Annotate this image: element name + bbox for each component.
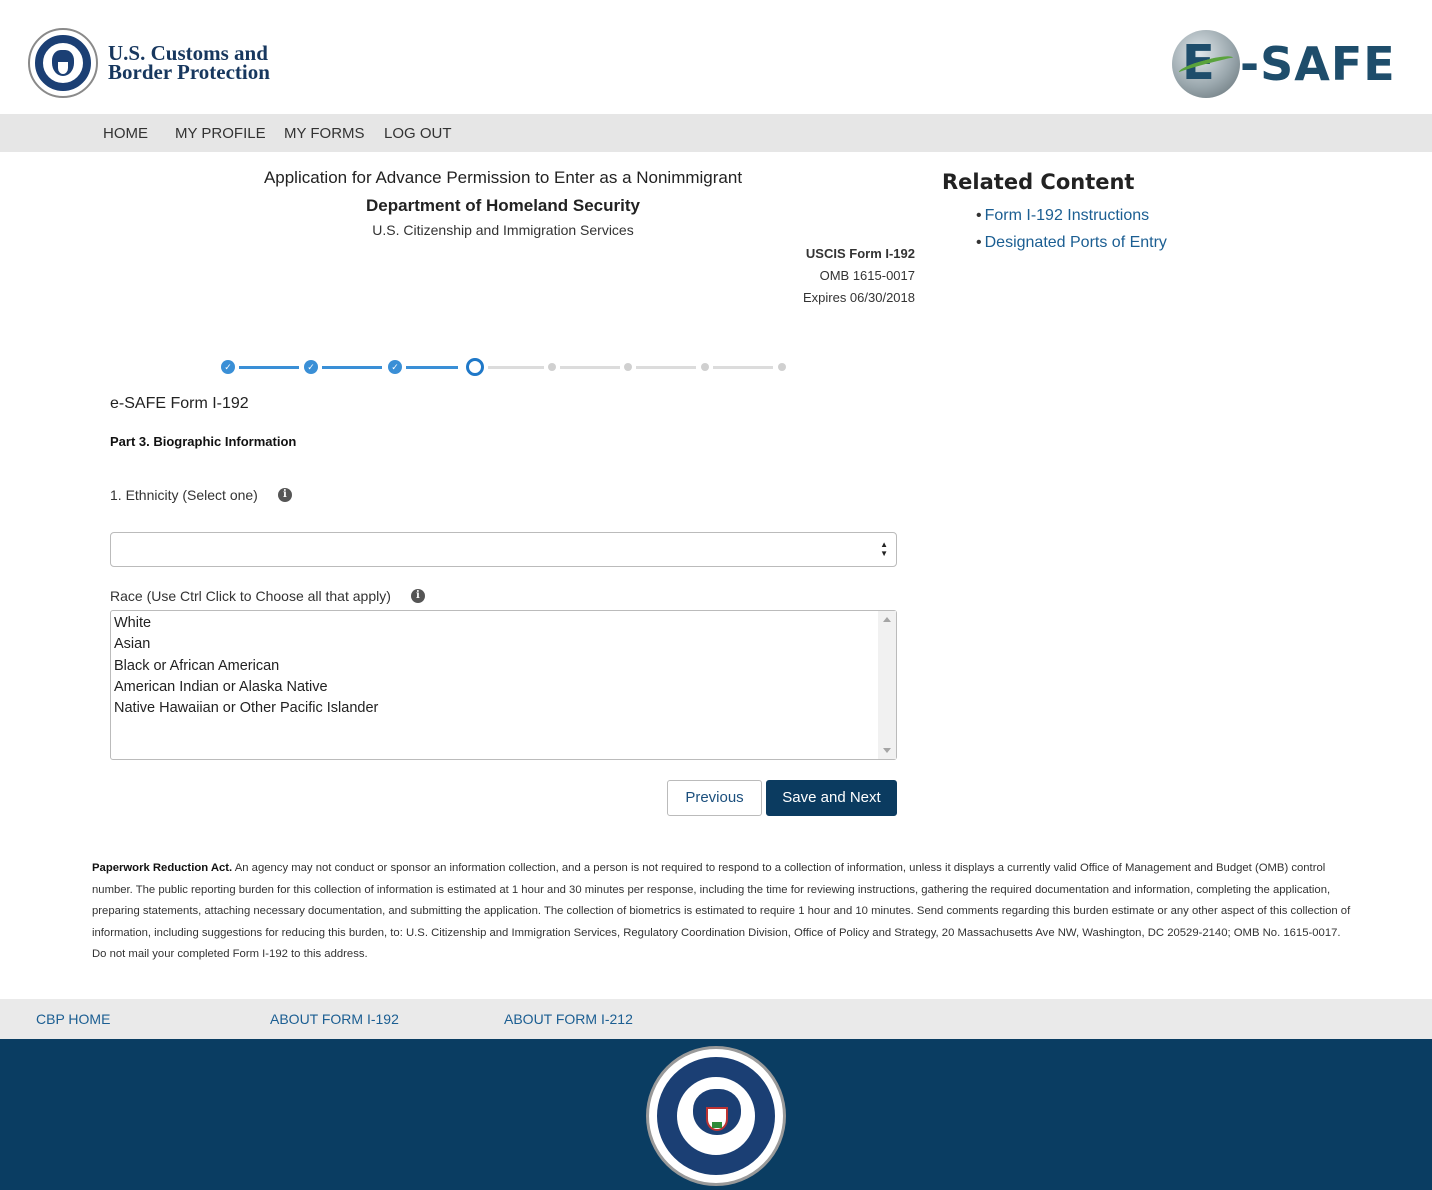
ethnicity-label xyxy=(110,487,292,503)
page-title: Application for Advance Permission to Enter as a Nonimmigrant xyxy=(263,168,743,187)
paperwork-heading: Paperwork Reduction Act. xyxy=(92,862,233,874)
esafe-logo xyxy=(1172,30,1396,98)
esafe-globe-icon xyxy=(1172,30,1240,98)
step-connector xyxy=(239,366,299,369)
step-connector xyxy=(713,366,773,369)
footer-link-cbp-home[interactable]: CBP HOME xyxy=(36,1011,111,1027)
cbp-wordmark-line1: U.S. Customs and xyxy=(108,41,268,65)
race-label xyxy=(110,588,425,604)
esafe-e-letter: E xyxy=(1182,35,1215,91)
ethnicity-select[interactable] xyxy=(110,532,897,567)
race-multiselect[interactable] xyxy=(110,610,897,760)
expiration-date: Expires 06/30/2018 xyxy=(802,290,915,305)
dhs-seal-icon xyxy=(28,28,98,98)
cbp-logo[interactable] xyxy=(28,28,270,98)
paperwork-reduction-notice xyxy=(92,858,1352,966)
step-4-current xyxy=(466,358,484,376)
cbp-wordmark-line2: Border Protection xyxy=(108,60,270,84)
footer-link-about-i212[interactable]: ABOUT FORM I-212 xyxy=(504,1011,633,1027)
form-title: e-SAFE Form I-192 xyxy=(110,395,249,412)
step-8 xyxy=(778,363,786,371)
paperwork-text: An agency may not conduct or sponsor an information collection, and a person is not required to respond to a collection of information, unless it displays a currently valid Office of Management and Budget (OMB) control number. The public reporting burden for this collection of information is estimated at 1 hour and 30 minutes per response, including the time for reviewing instructions, gathering the required documentation and information, completing the application, preparing statements, attaching necessary documentation, and submitting the application. The collection of biometrics is estimated to require 1 hour and 10 minutes. Send comments regarding this burden estimate or any other aspect of this collection of information, including suggestions for reducing this burden, to: U.S. Citizenship and Immigration Services, Regulatory Coordination Division, Office of Policy and Strategy, 20 Massachusetts Ave NW, Washington, DC 20529-2140; OMB No. 1615-0017. Do not mail your completed Form I-192 to this address. xyxy=(92,862,1351,960)
scroll-up-icon[interactable] xyxy=(883,617,891,622)
page-title-block xyxy=(110,168,896,238)
cbp-wordmark xyxy=(108,41,270,84)
step-connector xyxy=(406,366,458,369)
form-info xyxy=(803,243,915,309)
form-number: USCIS Form I-192 xyxy=(805,246,915,261)
info-icon[interactable]: i xyxy=(278,488,292,502)
step-connector xyxy=(636,366,696,369)
race-option-pacific-islander[interactable]: Native Hawaiian or Other Pacific Islander xyxy=(114,700,379,717)
info-icon[interactable]: i xyxy=(411,589,425,603)
dhs-seal-icon xyxy=(646,1046,786,1186)
step-connector xyxy=(560,366,620,369)
nav-my-profile[interactable]: MY PROFILE xyxy=(175,125,266,142)
footer-links xyxy=(0,999,1432,1039)
link-form-i192-instructions[interactable]: Form I-192 Instructions xyxy=(984,207,1150,224)
step-6 xyxy=(624,363,632,371)
previous-button[interactable]: Previous xyxy=(667,780,762,816)
related-content xyxy=(942,170,1167,256)
select-arrows-icon: ▲ ▼ xyxy=(880,540,888,558)
related-links xyxy=(976,202,1167,256)
related-link-item: • Form I-192 Instructions xyxy=(976,207,1150,224)
race-option-american-indian[interactable]: American Indian or Alaska Native xyxy=(114,678,328,695)
scroll-down-icon[interactable] xyxy=(883,748,891,753)
progress-stepper xyxy=(218,357,798,377)
nav-log-out[interactable]: LOG OUT xyxy=(384,125,452,142)
step-5 xyxy=(548,363,556,371)
race-option-white[interactable]: White xyxy=(114,615,152,631)
nav-my-forms[interactable]: MY FORMS xyxy=(284,125,365,142)
step-1-check-icon: ✓ xyxy=(221,360,235,374)
race-option-asian[interactable]: Asian xyxy=(114,636,151,653)
step-3-check-icon: ✓ xyxy=(388,360,402,374)
save-and-next-button[interactable]: Save and Next xyxy=(766,780,897,816)
nav-home[interactable]: HOME xyxy=(103,125,148,142)
step-connector xyxy=(322,366,382,369)
step-7 xyxy=(701,363,709,371)
main-nav xyxy=(0,114,1432,152)
scrollbar[interactable] xyxy=(878,611,896,759)
related-link-item: • Designated Ports of Entry xyxy=(976,234,1167,251)
related-content-heading: Related Content xyxy=(942,170,1135,194)
step-connector xyxy=(488,366,544,369)
race-option-black[interactable]: Black or African American xyxy=(114,657,280,674)
step-2-check-icon: ✓ xyxy=(304,360,318,374)
department-title: Department of Homeland Security xyxy=(366,196,640,215)
race-label-text: Race (Use Ctrl Click to Choose all that apply) xyxy=(110,588,391,604)
agency-subtitle: U.S. Citizenship and Immigration Services xyxy=(372,222,634,238)
ethnicity-label-text: 1. Ethnicity (Select one) xyxy=(110,487,258,503)
footer-link-about-i192[interactable]: ABOUT FORM I-192 xyxy=(270,1011,399,1027)
omb-number: OMB 1615-0017 xyxy=(819,268,915,283)
link-designated-ports[interactable]: Designated Ports of Entry xyxy=(984,234,1167,251)
part-title: Part 3. Biographic Information xyxy=(110,434,297,449)
site-header xyxy=(0,0,1432,114)
esafe-wordmark: -SAFE xyxy=(1240,37,1396,91)
